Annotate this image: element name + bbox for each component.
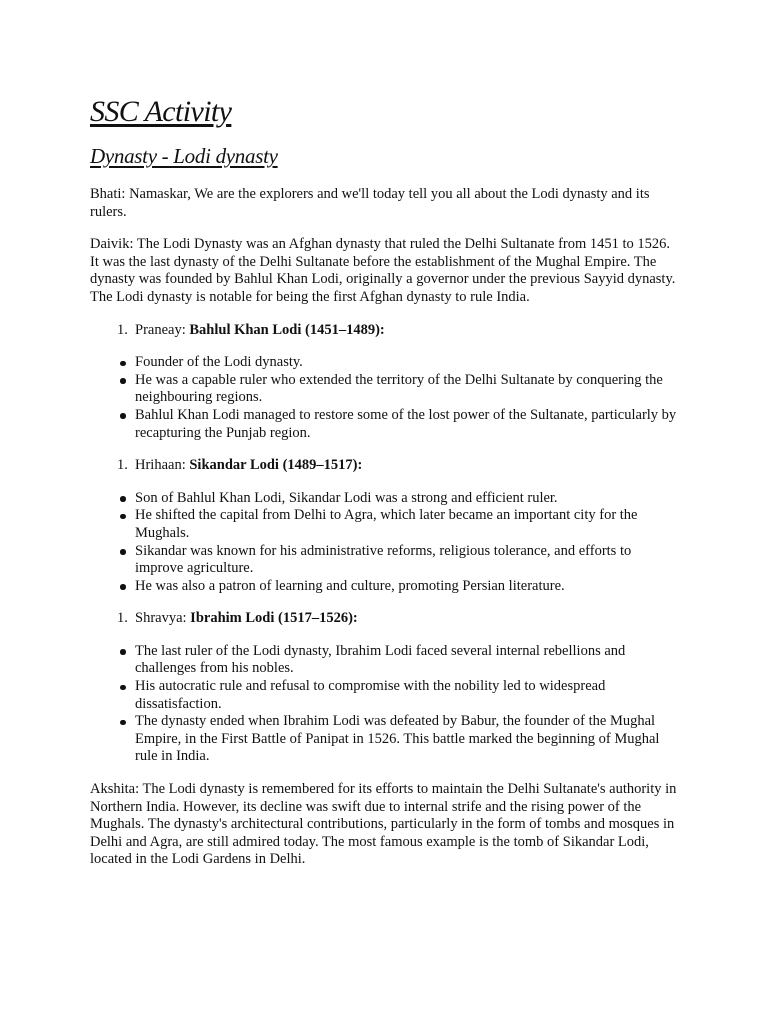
list-item-text: The last ruler of the Lodi dynasty, Ibrahim Lodi faced several internal rebellions and challenges from his nobles. bbox=[135, 642, 626, 677]
bullet-icon bbox=[120, 413, 126, 419]
list-item-text: Bahlul Khan Lodi managed to restore some of the lost power of the Sultanate, particularly by recapturing the Punjab region. bbox=[135, 406, 677, 441]
ruler-name: Sikandar Lodi (1489–1517): bbox=[189, 457, 363, 474]
list-item bbox=[90, 507, 680, 542]
list-item bbox=[90, 578, 680, 596]
list-item bbox=[90, 372, 680, 407]
bullet-icon bbox=[120, 514, 126, 520]
bullet-icon bbox=[120, 685, 126, 691]
overview-paragraph: Daivik: The Lodi Dynasty was an Afghan dynasty that ruled the Delhi Sultanate from 1451 to 1526. It was the last dynasty of the Delhi Sultanate before the establishment of the Mughal Empire. The dynasty was founded by Bahlul Khan Lodi, originally a governor under the previous Sayyid dynasty. The Lodi dynasty is notable for being the first Afghan dynasty to rule India. bbox=[90, 236, 676, 305]
document-title: SSC Activity bbox=[90, 95, 232, 128]
ruler-heading-list bbox=[90, 610, 680, 628]
intro-paragraph: Bhati: Namaskar, We are the explorers and we'll today tell you all about the Lodi dynasty and its rulers. bbox=[90, 186, 650, 220]
list-item bbox=[90, 543, 680, 578]
bullet-icon bbox=[120, 496, 126, 502]
speaker-name: Shravya: bbox=[135, 610, 191, 627]
ruler-facts-list bbox=[90, 490, 680, 596]
list-item bbox=[90, 713, 680, 766]
list-number: 1. bbox=[117, 610, 128, 627]
list-number: 1. bbox=[117, 457, 128, 474]
ruler-heading bbox=[90, 322, 680, 340]
ruler-heading bbox=[90, 610, 680, 628]
list-item-text: He was also a patron of learning and culture, promoting Persian literature. bbox=[135, 577, 565, 594]
list-item-text: He was a capable ruler who extended the territory of the Delhi Sultanate by conquering the neighbouring regions. bbox=[135, 371, 663, 406]
list-item-text: Son of Bahlul Khan Lodi, Sikandar Lodi was a strong and efficient ruler. bbox=[135, 489, 558, 506]
bullet-icon bbox=[120, 649, 126, 655]
ruler-name: Bahlul Khan Lodi (1451–1489): bbox=[189, 321, 385, 338]
bullet-icon bbox=[120, 378, 126, 384]
list-item-text: Founder of the Lodi dynasty. bbox=[135, 354, 303, 371]
speaker-name: Hrihaan: bbox=[135, 457, 190, 474]
bullet-icon bbox=[120, 584, 126, 590]
list-item bbox=[90, 643, 680, 678]
list-number: 1. bbox=[117, 321, 128, 338]
ruler-heading bbox=[90, 457, 680, 475]
bullet-icon bbox=[120, 361, 126, 367]
list-item bbox=[90, 407, 680, 442]
conclusion-paragraph: Akshita: The Lodi dynasty is remembered for its efforts to maintain the Delhi Sultanate's authority in Northern India. However, its decline was swift due to internal strife and the rising power of the Mughals. The dynasty's architectural contributions, particularly in the form of tombs and mosques in Delhi and Agra, are still admired today. The most famous example is the tomb of Sikandar Lodi, located in the Lodi Gardens in Delhi. bbox=[90, 781, 677, 868]
list-item bbox=[90, 354, 680, 372]
speaker-name: Praneay: bbox=[135, 321, 190, 338]
ruler-facts-list bbox=[90, 643, 680, 766]
document-page bbox=[90, 92, 680, 869]
ruler-heading-list bbox=[90, 322, 680, 340]
bullet-icon bbox=[120, 720, 126, 726]
ruler-heading-list bbox=[90, 457, 680, 475]
ruler-facts-list bbox=[90, 354, 680, 442]
list-item-text: Sikandar was known for his administrative reforms, religious tolerance, and efforts to improve agriculture. bbox=[135, 542, 632, 577]
ruler-name: Ibrahim Lodi (1517–1526): bbox=[190, 610, 358, 627]
bullet-icon bbox=[120, 549, 126, 555]
list-item-text: His autocratic rule and refusal to compromise with the nobility led to widespread dissatisfaction. bbox=[135, 678, 606, 712]
list-item bbox=[90, 490, 680, 508]
list-item-text: The dynasty ended when Ibrahim Lodi was defeated by Babur, the founder of the Mughal Empire, in the First Battle of Panipat in 1526. This battle marked the beginning of Mughal rule in India. bbox=[135, 713, 660, 765]
document-subtitle: Dynasty - Lodi dynasty bbox=[90, 144, 278, 168]
list-item-text: He shifted the capital from Delhi to Agra, which later became an important city for the Mughals. bbox=[135, 507, 638, 541]
list-item bbox=[90, 678, 680, 713]
